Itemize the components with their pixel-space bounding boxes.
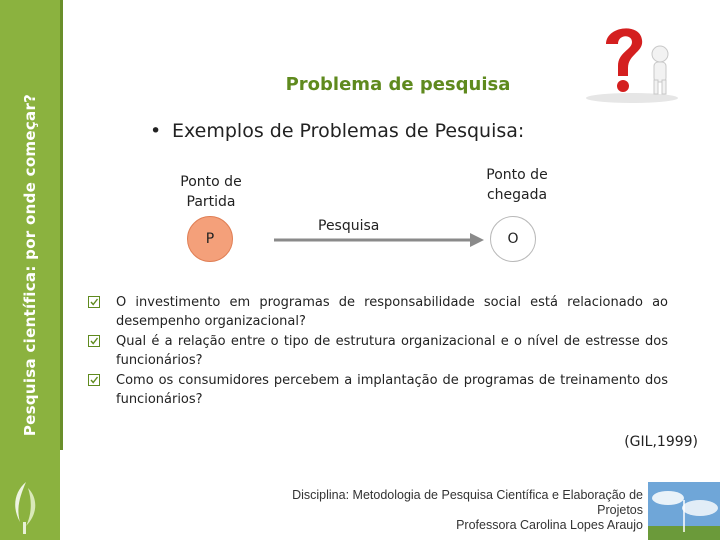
sidebar: [0, 0, 60, 540]
sidebar-divider: [60, 0, 63, 450]
main-bullet: [150, 120, 524, 142]
example-text: Qual é a relação entre o tipo de estrutura organizacional e o nível de estresse dos funcionários?: [116, 334, 668, 368]
end-label-line1: Ponto de: [486, 167, 548, 183]
start-label-line2: Partida: [186, 194, 236, 210]
end-label-line2: chegada: [486, 187, 548, 203]
end-label: [474, 165, 560, 205]
main-bullet-text: Exemplos de Problemas de Pesquisa:: [172, 120, 525, 142]
leaf-logo-icon: [6, 478, 46, 536]
end-node: O: [490, 216, 536, 262]
sidebar-title: Pesquisa científica: por onde começar?: [21, 93, 39, 437]
example-text: O investimento em programas de responsabilidade social está relacionado ao desempenho organizacional?: [116, 295, 668, 329]
question-mark-figure-icon: [578, 18, 686, 104]
list-item: [88, 293, 668, 331]
list-item: [88, 371, 668, 409]
example-text: Como os consumidores percebem a implantação de programas de treinamento dos funcionários?: [116, 373, 668, 407]
citation: (GIL,1999): [624, 434, 698, 450]
start-node: P: [187, 216, 233, 262]
sky-photo-icon: [648, 482, 720, 540]
examples-list: [88, 293, 668, 410]
arrow-label: Pesquisa: [318, 218, 380, 234]
checkbox-icon: [88, 296, 100, 308]
start-label: [168, 172, 254, 212]
list-item: [88, 332, 668, 370]
footer: [255, 488, 643, 533]
footer-course: Disciplina: Metodologia de Pesquisa Científica e Elaboração de Projetos: [292, 488, 643, 517]
slide-title: Problema de pesquisa: [285, 74, 511, 95]
footer-professor: Professora Carolina Lopes Araujo: [456, 518, 643, 532]
bullet-dot-icon: •: [150, 120, 162, 142]
checkbox-icon: [88, 335, 100, 347]
checkbox-icon: [88, 374, 100, 386]
start-label-line1: Ponto de: [180, 174, 242, 190]
